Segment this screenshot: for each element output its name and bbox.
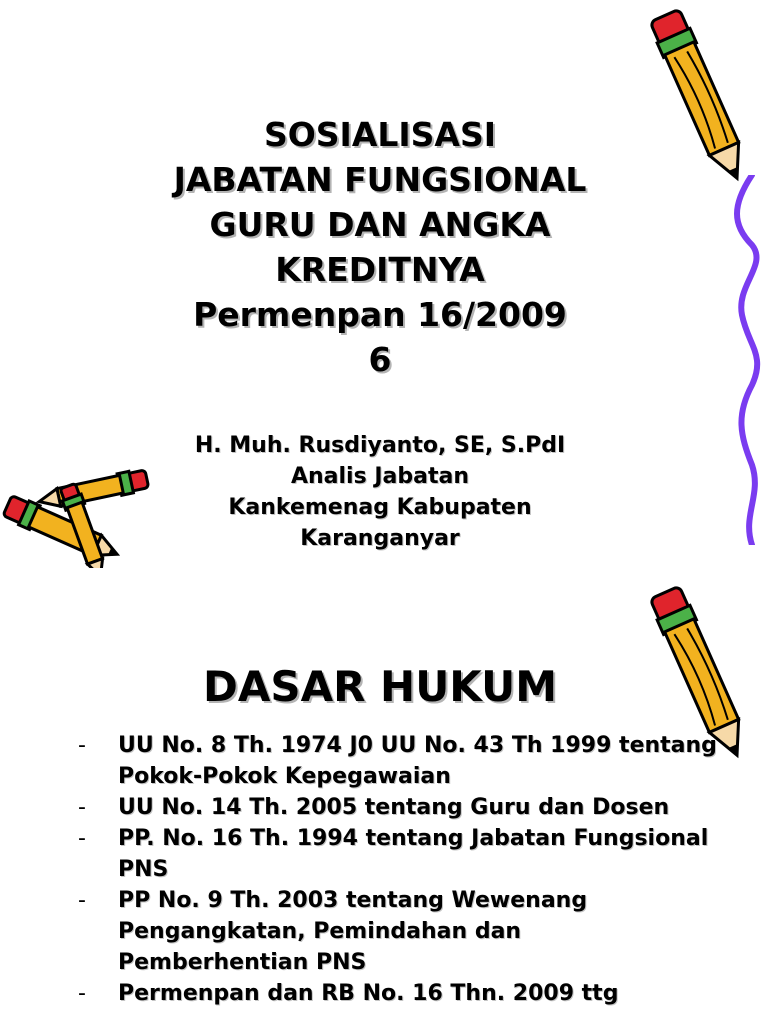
author-office-location: Karanganyar — [300, 526, 460, 551]
list-item-text: UU No. 14 Th. 2005 tentang Guru dan Dosen — [118, 795, 670, 820]
author-name: H. Muh. Rusdiyanto, SE, S.PdI — [194, 433, 566, 458]
list-item — [78, 792, 718, 823]
bullet-dash: - — [78, 981, 86, 1006]
list-item — [78, 730, 718, 792]
title-line: KREDITNYA — [275, 250, 485, 289]
list-item — [78, 823, 718, 885]
slide-title — [110, 112, 650, 382]
author-office: Kankemenag Kabupaten — [228, 495, 532, 520]
list-item — [78, 885, 718, 978]
list-item-text: UU No. 8 Th. 1974 J0 UU No. 43 Th 1999 tentang Pokok-Pokok Kepegawaian — [118, 733, 717, 789]
legal-basis-list — [78, 730, 718, 1009]
bullet-dash: - — [78, 826, 86, 851]
list-item — [78, 978, 718, 1009]
title-line: SOSIALISASI — [263, 115, 497, 154]
content-slide — [0, 575, 768, 1024]
list-item-text: PP No. 9 Th. 2003 tentang Wewenang Pengangkatan, Pemindahan dan Pemberhentian PNS — [118, 888, 588, 975]
crossed-pencils-icon — [0, 460, 160, 575]
wavy-line — [722, 175, 768, 545]
title-line: Permenpan 16/2009 — [193, 295, 567, 334]
bullet-dash: - — [78, 733, 86, 758]
title-line: GURU DAN ANGKA — [209, 205, 551, 244]
slide-title: DASAR HUKUM — [202, 662, 558, 711]
author-block — [130, 430, 630, 554]
list-item-text: Permenpan dan RB No. 16 Thn. 2009 ttg — [118, 981, 619, 1006]
list-item-text: PP. No. 16 Th. 1994 tentang Jabatan Fungsional PNS — [118, 826, 709, 882]
pencil-icon — [640, 0, 760, 190]
author-role: Analis Jabatan — [290, 464, 470, 489]
bullet-dash: - — [78, 795, 86, 820]
bullet-dash: - — [78, 888, 86, 913]
title-line: JABATAN FUNGSIONAL — [173, 160, 587, 199]
title-line: 6 — [368, 340, 392, 379]
